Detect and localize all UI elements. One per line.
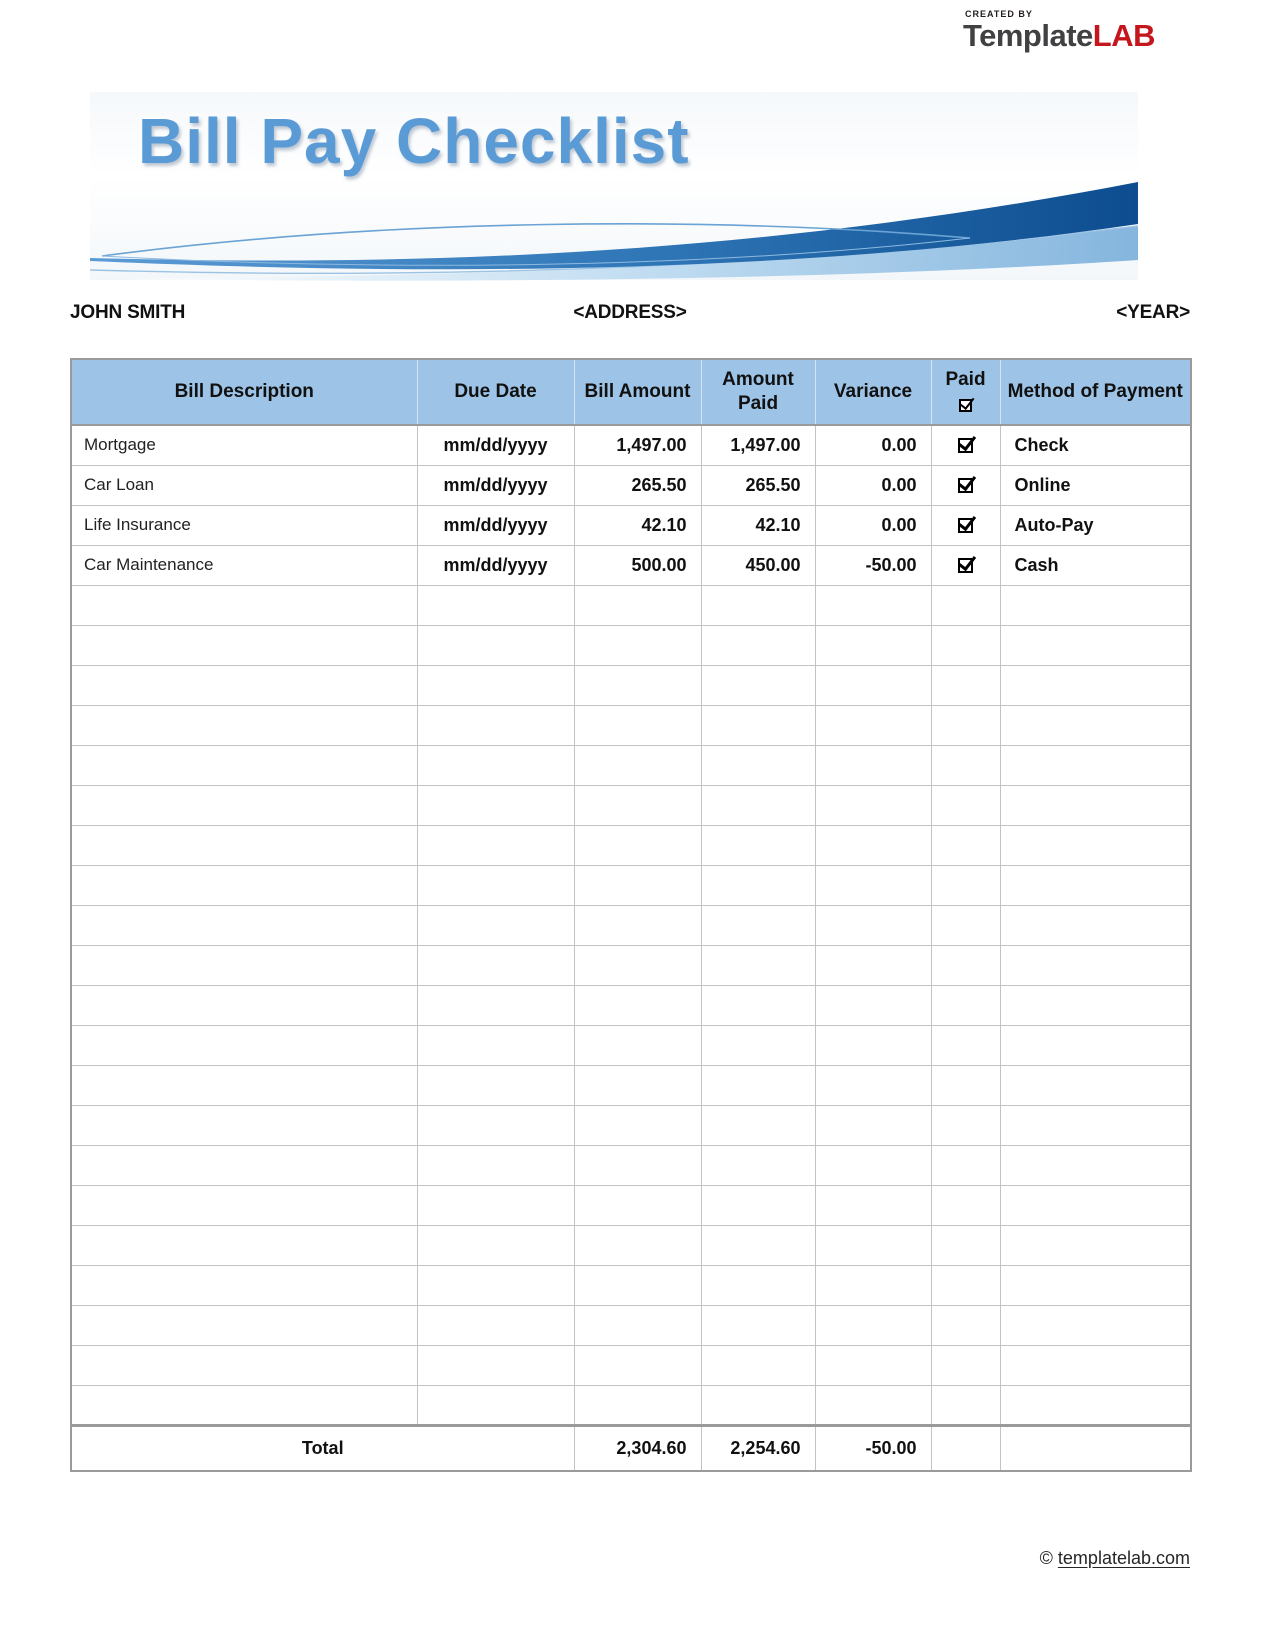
bill-amount-cell: 42.10 [574, 505, 701, 545]
empty-table-row [71, 785, 1191, 825]
empty-cell [71, 1385, 417, 1425]
bill-amount-cell: 1,497.00 [574, 425, 701, 465]
empty-cell [574, 1305, 701, 1345]
empty-cell [701, 1345, 815, 1385]
paid-checkbox-cell[interactable] [931, 545, 1000, 585]
empty-cell [815, 665, 931, 705]
checked-checkbox-icon [958, 478, 973, 493]
empty-cell [417, 985, 574, 1025]
empty-cell [701, 1025, 815, 1065]
empty-cell [574, 1385, 701, 1425]
table-row [71, 545, 1191, 585]
empty-cell [701, 1145, 815, 1185]
total-method-cell [1000, 1425, 1191, 1471]
empty-cell [815, 1385, 931, 1425]
empty-cell [417, 1345, 574, 1385]
empty-cell [931, 1345, 1000, 1385]
empty-cell [815, 1065, 931, 1105]
empty-cell [1000, 1065, 1191, 1105]
table-row [71, 425, 1191, 465]
swoosh-graphic-icon [90, 162, 1138, 282]
empty-table-row [71, 1265, 1191, 1305]
empty-cell [815, 1185, 931, 1225]
empty-cell [931, 1385, 1000, 1425]
empty-cell [701, 825, 815, 865]
empty-cell [71, 865, 417, 905]
empty-cell [701, 1185, 815, 1225]
empty-cell [931, 1025, 1000, 1065]
column-header-label: Bill Description [174, 381, 314, 403]
empty-cell [71, 785, 417, 825]
empty-table-row [71, 625, 1191, 665]
empty-table-row [71, 1345, 1191, 1385]
total-row [71, 1425, 1191, 1471]
method-of-payment-cell: Check [1000, 425, 1191, 465]
column-header-bill-description [71, 359, 417, 425]
empty-cell [1000, 625, 1191, 665]
empty-cell [815, 1105, 931, 1145]
empty-cell [931, 585, 1000, 625]
empty-cell [574, 1225, 701, 1265]
created-by-label: CREATED BY [964, 9, 1033, 19]
empty-cell [931, 825, 1000, 865]
empty-cell [417, 905, 574, 945]
empty-cell [931, 945, 1000, 985]
empty-cell [1000, 1145, 1191, 1185]
column-header-method-of-payment [1000, 359, 1191, 425]
empty-cell [417, 1065, 574, 1105]
empty-cell [931, 905, 1000, 945]
empty-cell [815, 625, 931, 665]
empty-cell [417, 1185, 574, 1225]
empty-cell [815, 1225, 931, 1265]
empty-cell [574, 625, 701, 665]
variance-cell: -50.00 [815, 545, 931, 585]
empty-cell [1000, 1225, 1191, 1265]
empty-cell [574, 1025, 701, 1065]
empty-cell [574, 745, 701, 785]
column-header-label: Method of Payment [1007, 381, 1183, 403]
empty-cell [71, 625, 417, 665]
total-bill-amount: 2,304.60 [574, 1425, 701, 1471]
empty-cell [574, 905, 701, 945]
empty-cell [815, 785, 931, 825]
empty-table-row [71, 745, 1191, 785]
empty-cell [931, 865, 1000, 905]
empty-cell [71, 945, 417, 985]
empty-cell [701, 1105, 815, 1145]
empty-cell [815, 825, 931, 865]
empty-cell [574, 1105, 701, 1145]
empty-cell [417, 1385, 574, 1425]
empty-cell [417, 785, 574, 825]
empty-cell [71, 1105, 417, 1145]
paid-checkbox-cell[interactable] [931, 425, 1000, 465]
empty-cell [417, 1105, 574, 1145]
empty-cell [931, 785, 1000, 825]
amount-paid-cell: 265.50 [701, 465, 815, 505]
title-banner [90, 92, 1138, 280]
bill-description-cell: Car Loan [71, 465, 417, 505]
empty-cell [71, 1145, 417, 1185]
empty-cell [71, 1225, 417, 1265]
empty-cell [1000, 705, 1191, 745]
paid-checkbox-cell[interactable] [931, 505, 1000, 545]
empty-cell [701, 945, 815, 985]
empty-cell [701, 1265, 815, 1305]
column-header-label: Bill Amount [584, 381, 691, 403]
empty-cell [701, 1385, 815, 1425]
empty-cell [71, 905, 417, 945]
empty-cell [417, 825, 574, 865]
empty-cell [1000, 985, 1191, 1025]
empty-table-row [71, 1025, 1191, 1065]
empty-table-row [71, 1145, 1191, 1185]
empty-cell [574, 1065, 701, 1105]
empty-cell [71, 585, 417, 625]
due-date-cell: mm/dd/yyyy [417, 465, 574, 505]
empty-cell [931, 625, 1000, 665]
footer [1040, 1548, 1190, 1569]
empty-cell [1000, 1105, 1191, 1145]
variance-cell: 0.00 [815, 505, 931, 545]
due-date-cell: mm/dd/yyyy [417, 545, 574, 585]
empty-table-row [71, 665, 1191, 705]
column-header-due-date [417, 359, 574, 425]
empty-cell [1000, 1025, 1191, 1065]
bill-amount-cell: 265.50 [574, 465, 701, 505]
total-label: Total [71, 1425, 574, 1471]
empty-cell [71, 745, 417, 785]
total-amount-paid: 2,254.60 [701, 1425, 815, 1471]
empty-cell [574, 1345, 701, 1385]
templatelab-link[interactable]: templatelab.com [1057, 1548, 1190, 1568]
empty-cell [574, 1185, 701, 1225]
bill-description-cell: Life Insurance [71, 505, 417, 545]
empty-cell [815, 945, 931, 985]
method-of-payment-cell: Auto-Pay [1000, 505, 1191, 545]
empty-cell [1000, 785, 1191, 825]
empty-table-row [71, 705, 1191, 745]
brand-lab-text: LAB [1092, 18, 1155, 53]
empty-cell [71, 1185, 417, 1225]
empty-cell [574, 1145, 701, 1185]
empty-cell [1000, 905, 1191, 945]
method-of-payment-cell: Cash [1000, 545, 1191, 585]
empty-table-row [71, 905, 1191, 945]
empty-cell [931, 665, 1000, 705]
variance-cell: 0.00 [815, 465, 931, 505]
templatelab-logo [963, 10, 1155, 51]
empty-cell [71, 1065, 417, 1105]
empty-cell [574, 1265, 701, 1305]
column-header-label: Variance [833, 381, 913, 403]
empty-cell [931, 985, 1000, 1025]
copyright-symbol: © [1039, 1548, 1053, 1568]
empty-cell [1000, 825, 1191, 865]
empty-cell [931, 1305, 1000, 1345]
amount-paid-cell: 450.00 [701, 545, 815, 585]
bill-description-cell: Mortgage [71, 425, 417, 465]
column-header-label: Amount Paid [722, 369, 794, 414]
empty-cell [71, 665, 417, 705]
column-header-label: Paid [945, 369, 986, 391]
empty-cell [574, 945, 701, 985]
empty-cell [815, 745, 931, 785]
info-row [70, 302, 1190, 324]
empty-cell [1000, 1385, 1191, 1425]
checked-checkbox-icon [959, 399, 972, 412]
empty-table-row [71, 585, 1191, 625]
empty-cell [701, 705, 815, 745]
table-row [71, 505, 1191, 545]
amount-paid-cell: 42.10 [701, 505, 815, 545]
empty-cell [815, 705, 931, 745]
empty-cell [701, 985, 815, 1025]
address-placeholder: <ADDRESS> [573, 302, 687, 323]
column-header-paid [931, 359, 1000, 425]
checked-checkbox-icon [958, 558, 973, 573]
due-date-cell: mm/dd/yyyy [417, 505, 574, 545]
empty-cell [417, 1225, 574, 1265]
empty-cell [815, 905, 931, 945]
empty-cell [931, 1145, 1000, 1185]
empty-cell [701, 1065, 815, 1105]
empty-cell [931, 1185, 1000, 1225]
empty-cell [701, 585, 815, 625]
amount-paid-cell: 1,497.00 [701, 425, 815, 465]
empty-table-row [71, 825, 1191, 865]
empty-cell [1000, 585, 1191, 625]
empty-table-row [71, 1065, 1191, 1105]
empty-cell [815, 1265, 931, 1305]
total-variance: -50.00 [815, 1425, 931, 1471]
payer-name: JOHN SMITH [70, 302, 186, 323]
bill-checklist-table [70, 358, 1192, 1472]
empty-cell [417, 1265, 574, 1305]
empty-cell [701, 1305, 815, 1345]
empty-cell [71, 1305, 417, 1345]
empty-cell [71, 1025, 417, 1065]
empty-table-row [71, 1185, 1191, 1225]
empty-cell [417, 1305, 574, 1345]
empty-cell [417, 665, 574, 705]
empty-cell [1000, 1185, 1191, 1225]
empty-cell [815, 1145, 931, 1185]
bill-description-cell: Car Maintenance [71, 545, 417, 585]
empty-cell [1000, 665, 1191, 705]
empty-cell [574, 825, 701, 865]
empty-cell [1000, 945, 1191, 985]
column-header-variance [815, 359, 931, 425]
column-header-bill-amount [574, 359, 701, 425]
page-title: Bill Pay Checklist [138, 105, 690, 177]
empty-cell [701, 905, 815, 945]
empty-cell [931, 1225, 1000, 1265]
paid-checkbox-cell[interactable] [931, 465, 1000, 505]
empty-table-row [71, 985, 1191, 1025]
total-paid-cell [931, 1425, 1000, 1471]
empty-cell [71, 985, 417, 1025]
empty-cell [417, 745, 574, 785]
empty-cell [701, 665, 815, 705]
empty-table-row [71, 1305, 1191, 1345]
empty-cell [417, 625, 574, 665]
empty-cell [701, 745, 815, 785]
empty-cell [815, 985, 931, 1025]
empty-cell [417, 945, 574, 985]
empty-cell [574, 785, 701, 825]
empty-cell [417, 865, 574, 905]
empty-cell [815, 585, 931, 625]
empty-cell [574, 865, 701, 905]
brand-template-text: Template [962, 18, 1093, 53]
empty-cell [701, 865, 815, 905]
empty-table-row [71, 865, 1191, 905]
brand-wordmark [963, 20, 1155, 51]
empty-cell [931, 745, 1000, 785]
empty-cell [815, 1025, 931, 1065]
empty-cell [701, 1225, 815, 1265]
empty-cell [417, 1025, 574, 1065]
due-date-cell: mm/dd/yyyy [417, 425, 574, 465]
checked-checkbox-icon [958, 518, 973, 533]
empty-cell [701, 625, 815, 665]
column-header-amount-paid [701, 359, 815, 425]
empty-cell [931, 1265, 1000, 1305]
empty-table-row [71, 945, 1191, 985]
empty-cell [931, 1065, 1000, 1105]
empty-cell [71, 705, 417, 745]
empty-cell [1000, 745, 1191, 785]
empty-cell [815, 1305, 931, 1345]
empty-cell [931, 1105, 1000, 1145]
empty-cell [701, 785, 815, 825]
empty-cell [574, 985, 701, 1025]
empty-table-row [71, 1225, 1191, 1265]
empty-cell [815, 865, 931, 905]
empty-cell [815, 1345, 931, 1385]
empty-cell [931, 705, 1000, 745]
empty-cell [1000, 1305, 1191, 1345]
empty-cell [417, 1145, 574, 1185]
empty-cell [574, 705, 701, 745]
table-row [71, 465, 1191, 505]
bill-amount-cell: 500.00 [574, 545, 701, 585]
checked-checkbox-icon [958, 438, 973, 453]
empty-cell [71, 1345, 417, 1385]
empty-table-row [71, 1105, 1191, 1145]
year-placeholder: <YEAR> [1116, 302, 1190, 323]
empty-cell [71, 825, 417, 865]
column-header-label: Due Date [454, 381, 537, 403]
empty-cell [574, 585, 701, 625]
empty-cell [71, 1265, 417, 1305]
empty-cell [1000, 1345, 1191, 1385]
table-header-row [71, 359, 1191, 425]
variance-cell: 0.00 [815, 425, 931, 465]
empty-cell [417, 585, 574, 625]
empty-cell [574, 665, 701, 705]
empty-cell [1000, 865, 1191, 905]
method-of-payment-cell: Online [1000, 465, 1191, 505]
empty-cell [1000, 1265, 1191, 1305]
empty-cell [417, 705, 574, 745]
empty-table-row [71, 1385, 1191, 1425]
